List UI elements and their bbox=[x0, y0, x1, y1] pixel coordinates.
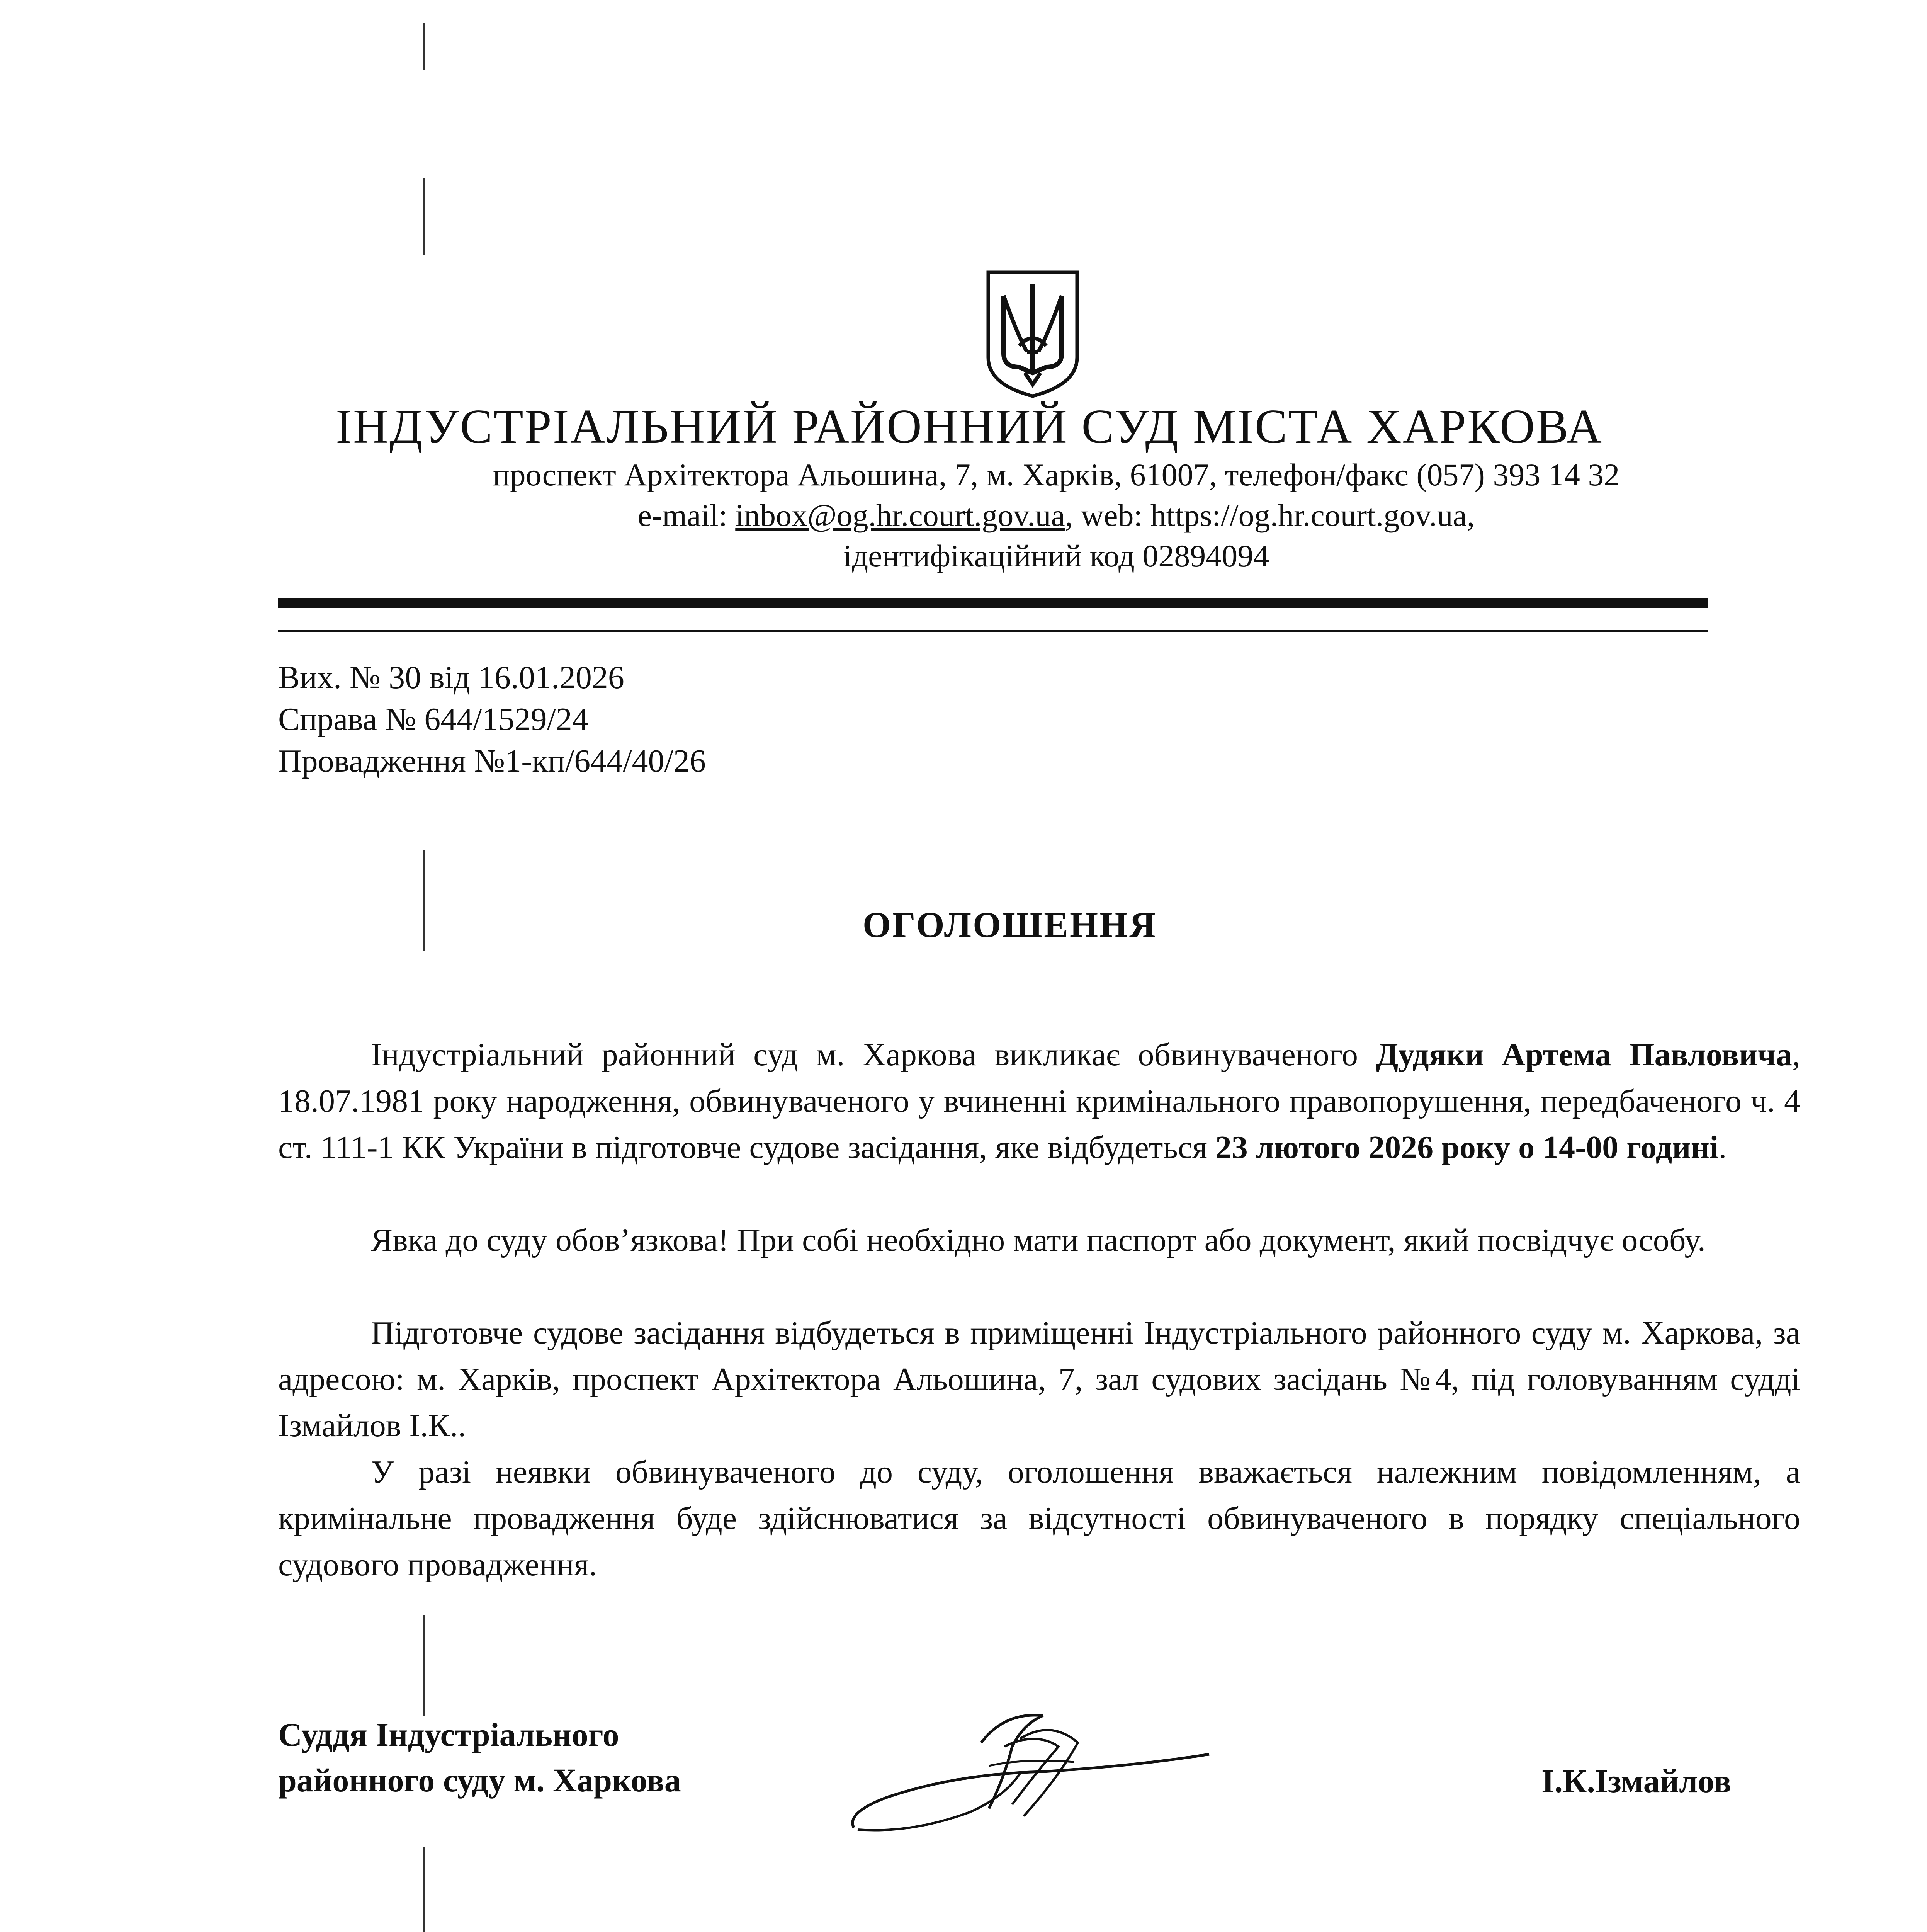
court-address: проспект Архітектора Альошина, 7, м. Харків, 61007, телефон/факс (057) 393 14 32 bbox=[493, 457, 1620, 492]
scan-artifact bbox=[423, 1847, 425, 1932]
scan-artifact bbox=[423, 23, 425, 70]
court-name: ІНДУСТРІАЛЬНИЙ РАЙОННИЙ СУД МІСТА ХАРКОВА bbox=[336, 400, 1603, 454]
court-id-code: ідентифікаційний код 02894094 bbox=[843, 538, 1269, 573]
paragraph-location: Підготовче судове засідання відбудеться в приміщенні Індустріального районного суду м. Харкова, за адресою: м. Харків, проспект Архітектора Альошина, 7, зал судових засідань №4, під головуванням судді Ізмайлов І.К.. bbox=[278, 1315, 1800, 1444]
coat-of-arms-icon bbox=[980, 269, 1085, 400]
paragraph-attendance: Явка до суду обов’язкова! При собі необхідно мати паспорт або документ, який посвідчує особу. bbox=[371, 1222, 1706, 1258]
judge-name: І.К.Ізмайлов bbox=[1541, 1762, 1732, 1799]
document-title: ОГОЛОШЕННЯ bbox=[862, 905, 1157, 945]
scan-artifact bbox=[423, 178, 425, 255]
hearing-date: 23 лютого 2026 року о 14-00 годині bbox=[1215, 1129, 1719, 1165]
web-text: , web: https://og.hr.court.gov.ua, bbox=[1065, 498, 1475, 533]
case-number: Справа № 644/1529/24 bbox=[278, 701, 588, 737]
header-divider-thick bbox=[278, 598, 1708, 608]
header-divider-thin bbox=[278, 630, 1708, 632]
email-label: e-mail: bbox=[637, 498, 736, 533]
paragraph-summons: Індустріальний районний суд м. Харкова викликає обвинуваченого Дудяки Артема Павловича, 18.07.1981 року народження, обвинуваченого у вчиненні кримінального правопорушення, передбаченого ч. 4 ст. 111-1 КК України в підготовче судове засідання, яке відбудеться 23 лютого 2026 року о 14-00 годині. bbox=[278, 1037, 1800, 1165]
judge-position: Суддя Індустріального районного суду м. Харкова bbox=[278, 1716, 681, 1799]
handwritten-signature bbox=[842, 1700, 1221, 1847]
email-link[interactable]: inbox@og.hr.court.gov.ua bbox=[735, 498, 1065, 533]
paragraph-consequences: У разі неявки обвинуваченого до суду, оголошення вважається належним повідомленням, а кримінальне провадження буде здійснюватися за відсутності обвинуваченого в порядку спеціального судового провадження. bbox=[278, 1454, 1800, 1583]
proceeding-number: Провадження №1-кп/644/40/26 bbox=[278, 743, 706, 779]
scan-artifact bbox=[423, 850, 425, 951]
defendant-name: Дудяки Артема Павловича bbox=[1376, 1037, 1792, 1073]
court-contacts bbox=[0, 495, 1927, 536]
scan-artifact bbox=[423, 1615, 425, 1716]
outgoing-number: Вих. № 30 від 16.01.2026 bbox=[278, 660, 624, 696]
